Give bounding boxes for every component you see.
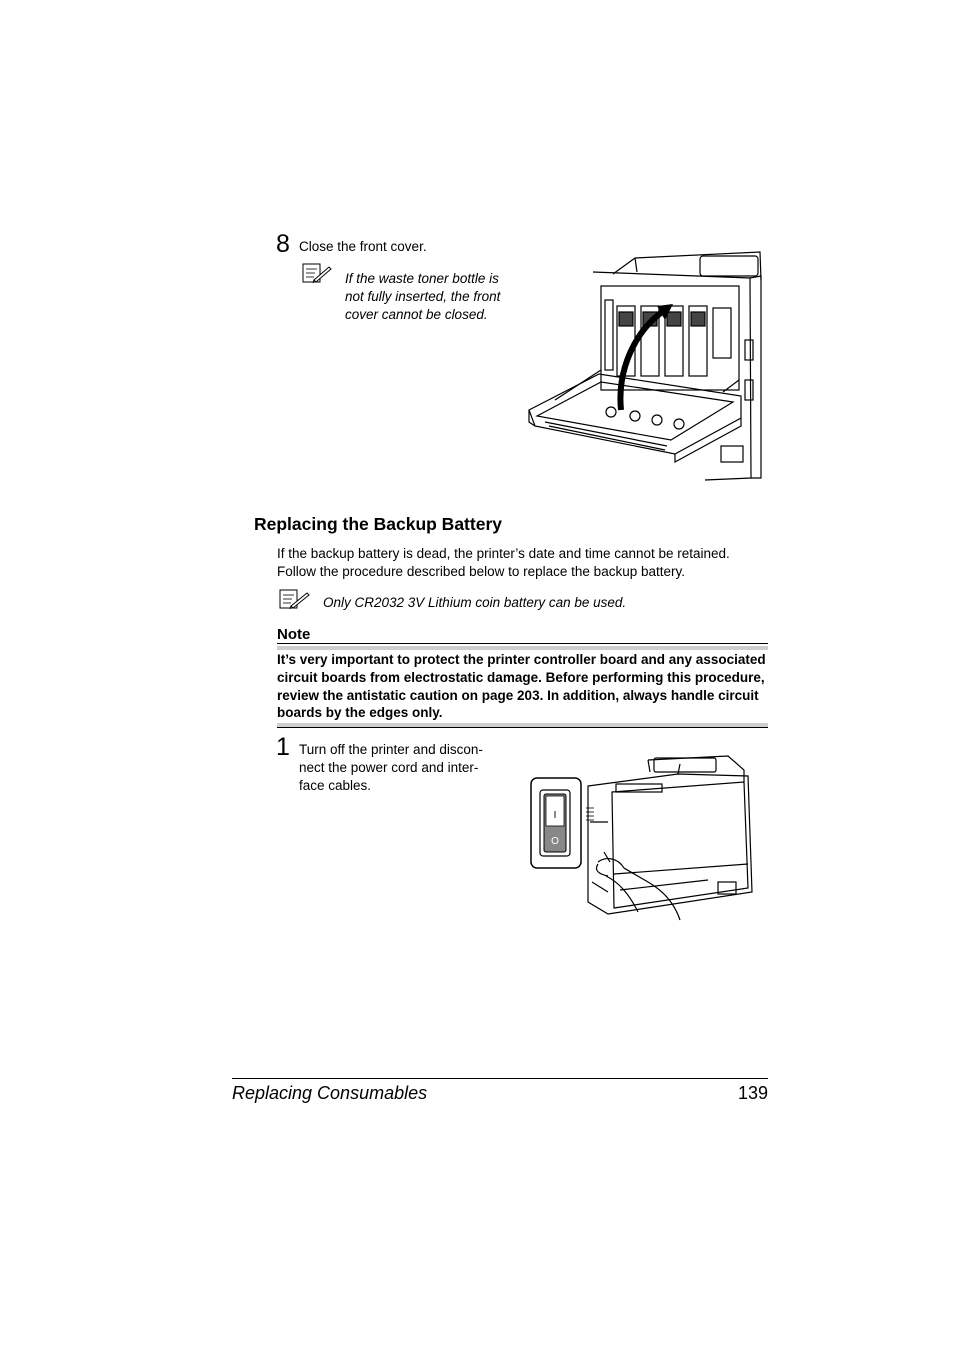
step-number: 1 (276, 733, 290, 761)
divider (277, 643, 768, 644)
footer-chapter: Replacing Consumables (232, 1083, 428, 1103)
step-instruction: Close the front cover. (299, 239, 427, 254)
section-title: Replacing the Backup Battery (254, 514, 502, 534)
switch-on-label: I (553, 810, 557, 821)
note-text: Only CR2032 3V Lithium coin battery can be used. (323, 595, 627, 610)
note-pad-pencil-icon (302, 262, 332, 284)
note-pad-pencil-icon (279, 588, 311, 610)
note-text: If the waste toner bottle is not fully inserted, the front cover cannot be closed. (345, 271, 501, 322)
switch-off-label: O (551, 836, 559, 847)
step-instruction: Turn off the printer and discon-nect the power cord and inter-face cables. (299, 742, 483, 793)
footer-rule (232, 1078, 768, 1079)
divider-shade (277, 646, 768, 650)
page-number: 139 (737, 1083, 768, 1103)
divider (277, 727, 768, 728)
step-number: 8 (276, 230, 290, 258)
printer-open-cover-illustration (525, 250, 763, 482)
section-intro: If the backup battery is dead, the printer’s date and time cannot be retained. Follow the procedure described below to replace the backup battery. (277, 546, 730, 579)
note-heading: Note (277, 626, 311, 643)
caution-text: It’s very important to protect the printer controller board and any associated circuit boards from electrostatic damage. Before performing this procedure, review the antistatic caution on page 203. In addition, always handle circuit boards by the edges only. (277, 652, 766, 721)
printer-power-switch-illustration (528, 752, 760, 928)
